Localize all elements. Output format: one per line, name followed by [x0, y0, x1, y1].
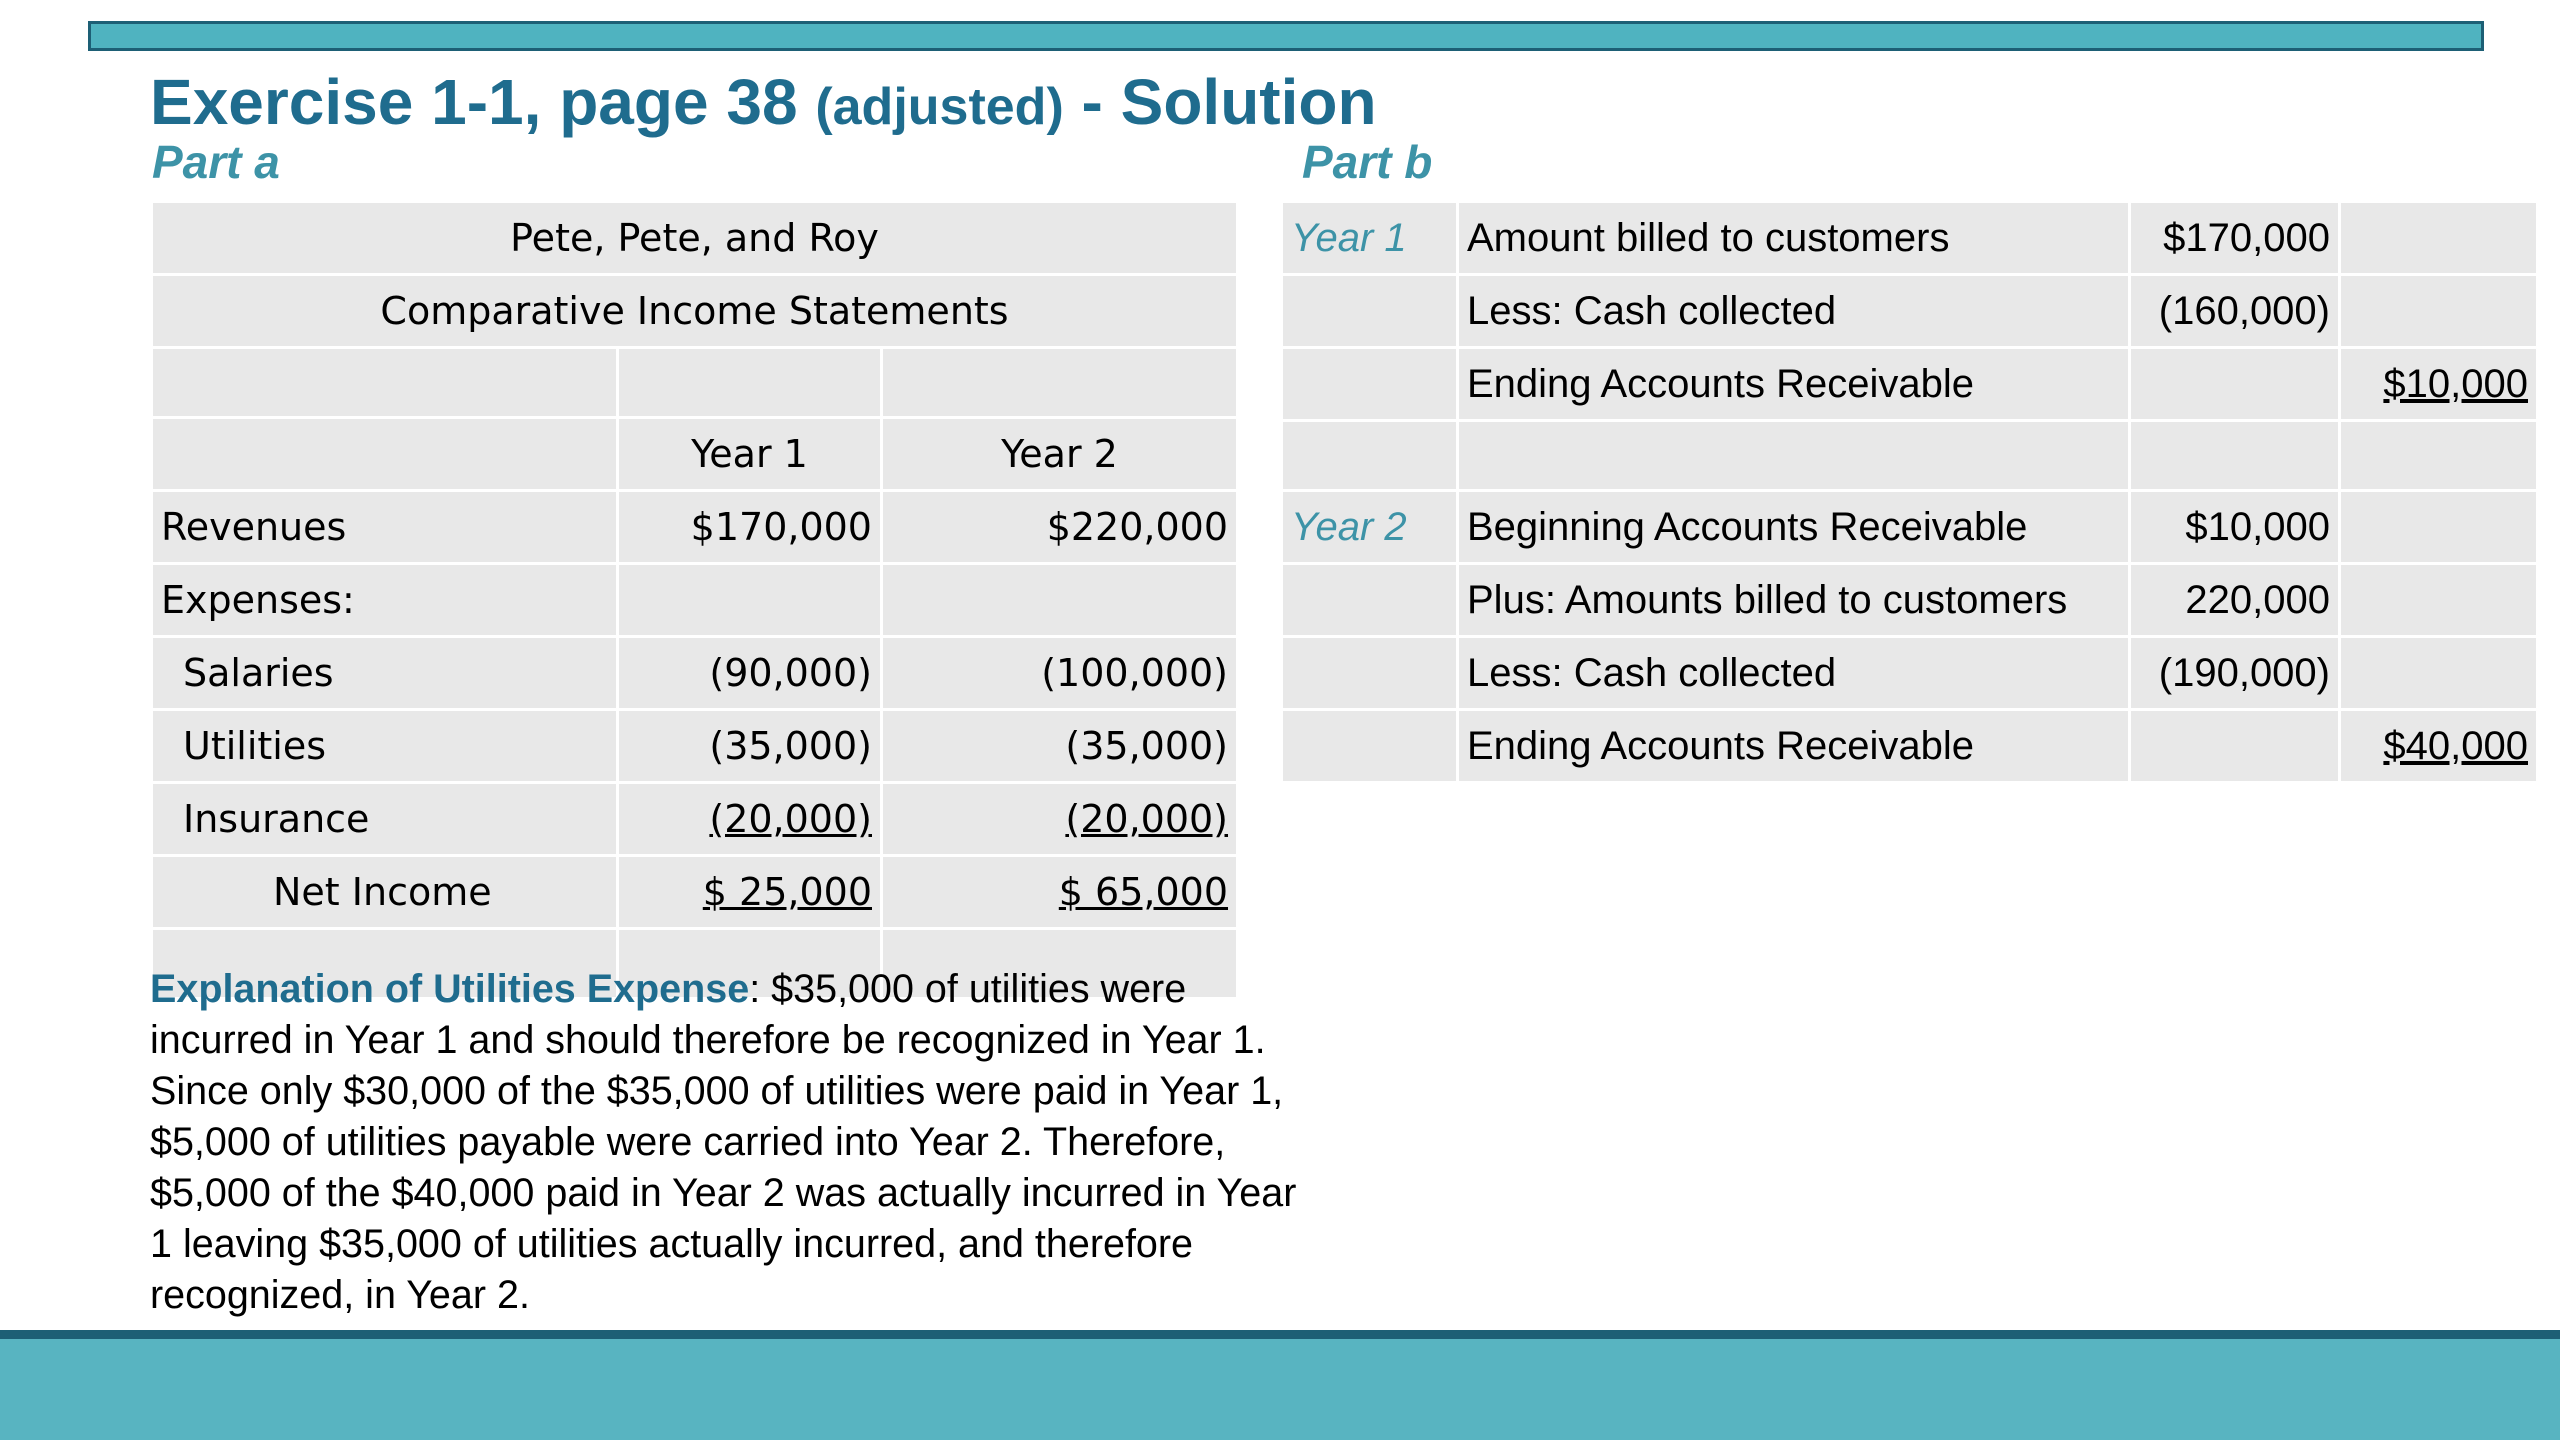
year-1-value: (20,000)	[709, 797, 872, 841]
utilities-explanation	[150, 964, 1300, 1321]
title-suffix: - Solution	[1063, 66, 1377, 138]
year-2-cell	[882, 856, 1238, 929]
table-row	[152, 710, 1238, 783]
total-cell	[2340, 491, 2538, 564]
table-row	[1282, 637, 2538, 710]
amount	[2130, 710, 2340, 783]
year-1-value	[618, 564, 882, 637]
table-row	[152, 275, 1238, 348]
description: Ending Accounts Receivable	[1458, 348, 2130, 421]
description: Amount billed to customers	[1458, 202, 2130, 275]
year-2-value: (20,000)	[1065, 797, 1229, 841]
table-row	[152, 348, 1238, 418]
table-row	[1282, 348, 2538, 421]
row-label: Utilities	[152, 710, 618, 783]
amount	[2130, 421, 2340, 491]
description: Less: Cash collected	[1458, 637, 2130, 710]
empty-cell	[618, 348, 882, 418]
explanation-heading: Explanation of Utilities Expense	[150, 967, 750, 1011]
year-2-value: (35,000)	[882, 710, 1238, 783]
title-adjusted: (adjusted)	[815, 78, 1064, 136]
description	[1458, 421, 2130, 491]
description: Plus: Amounts billed to customers	[1458, 564, 2130, 637]
table-row	[152, 783, 1238, 856]
table-header-row	[152, 418, 1238, 491]
year-1-cell	[618, 783, 882, 856]
total-cell	[2340, 275, 2538, 348]
table-row	[152, 856, 1238, 929]
title-main: Exercise 1-1, page 38	[150, 66, 816, 138]
description: Less: Cash collected	[1458, 275, 2130, 348]
total-cell	[2340, 710, 2538, 783]
total-cell	[2340, 202, 2538, 275]
year-2-value: (100,000)	[882, 637, 1238, 710]
total-cell	[2340, 421, 2538, 491]
table-row	[1282, 491, 2538, 564]
year-label: Year 1	[1282, 202, 1458, 275]
amount: $170,000	[2130, 202, 2340, 275]
total-cell	[2340, 348, 2538, 421]
total: $10,000	[2383, 362, 2528, 406]
year-label: Year 2	[1282, 491, 1458, 564]
table-row	[152, 202, 1238, 275]
year-1-value: $ 25,000	[702, 870, 872, 914]
year-1-value: $170,000	[618, 491, 882, 564]
table-row	[1282, 564, 2538, 637]
total-cell	[2340, 637, 2538, 710]
table-row	[1282, 710, 2538, 783]
statement-title: Comparative Income Statements	[152, 275, 1238, 348]
year-label	[1282, 637, 1458, 710]
amount: 220,000	[2130, 564, 2340, 637]
year-label	[1282, 710, 1458, 783]
table-row	[152, 637, 1238, 710]
header-year-2: Year 2	[882, 418, 1238, 491]
year-2-value: $220,000	[882, 491, 1238, 564]
row-label: Revenues	[152, 491, 618, 564]
empty-cell	[152, 418, 618, 491]
total-cell	[2340, 564, 2538, 637]
year-1-value: (35,000)	[618, 710, 882, 783]
empty-cell	[882, 348, 1238, 418]
accounts-receivable-table	[1280, 200, 2539, 784]
top-decorative-bar	[88, 21, 2484, 51]
amount: $10,000	[2130, 491, 2340, 564]
table-row	[152, 491, 1238, 564]
explanation-text: : $35,000 of utilities were incurred in Year 1 and should therefore be recognized in Year 1. Since only $30,000 of the $35,000 of utilities were paid in Year 1, $5,000 of utilities payable were carried into Year 2. Therefore, $5,000 of the $40,000 paid in Year 2 was actually incurred in Year 1 leaving $35,000 of utilities actually incurred, and therefore recognized, in Year 2.	[150, 967, 1297, 1317]
row-label: Salaries	[152, 637, 618, 710]
amount: (190,000)	[2130, 637, 2340, 710]
year-label	[1282, 348, 1458, 421]
description: Beginning Accounts Receivable	[1458, 491, 2130, 564]
year-1-cell	[618, 856, 882, 929]
year-label	[1282, 275, 1458, 348]
part-b-label: Part b	[1302, 136, 1433, 188]
year-1-value: (90,000)	[618, 637, 882, 710]
row-label: Insurance	[152, 783, 618, 856]
amount: (160,000)	[2130, 275, 2340, 348]
year-label	[1282, 564, 1458, 637]
part-a-label: Part a	[152, 136, 280, 188]
empty-cell	[152, 348, 618, 418]
total: $40,000	[2383, 724, 2528, 768]
year-2-cell	[882, 783, 1238, 856]
header-year-1: Year 1	[618, 418, 882, 491]
table-row	[1282, 421, 2538, 491]
bottom-decorative-band	[0, 1330, 2560, 1440]
company-name: Pete, Pete, and Roy	[152, 202, 1238, 275]
year-2-value: $ 65,000	[1058, 870, 1229, 914]
amount	[2130, 348, 2340, 421]
row-label: Expenses:	[152, 564, 618, 637]
table-row	[152, 564, 1238, 637]
year-label	[1282, 421, 1458, 491]
slide-title	[150, 62, 1377, 147]
description: Ending Accounts Receivable	[1458, 710, 2130, 783]
year-2-value	[882, 564, 1238, 637]
income-statement-table	[150, 200, 1239, 1000]
table-row	[1282, 202, 2538, 275]
row-label: Net Income	[152, 856, 618, 929]
table-row	[1282, 275, 2538, 348]
